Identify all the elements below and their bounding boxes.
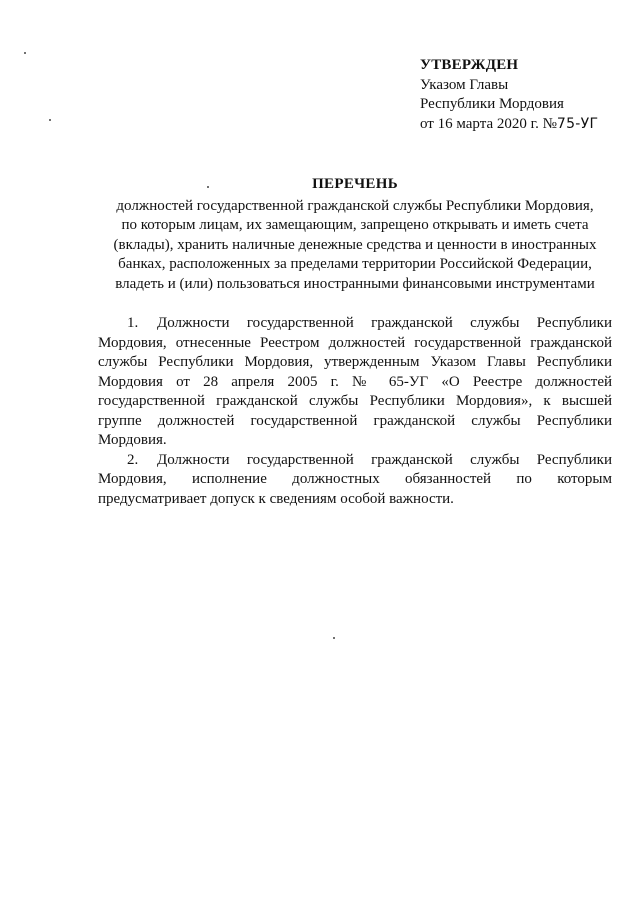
approval-line-2: Республики Мордовия xyxy=(420,96,564,112)
list-item-text: Должности государственной гражданской службы Республики Мордовия, исполнение должностных обязанностей по которым предусматривает допуск к сведениям особой важности. xyxy=(98,451,612,507)
scan-speck xyxy=(333,637,335,639)
list-subtitle-line: банках, расположенных за пределами территории Российской Федерации, xyxy=(118,256,592,272)
approval-line-1: Указом Главы xyxy=(420,76,509,93)
list-subtitle-line: владеть и (или) пользоваться иностранными финансовыми инструментами xyxy=(115,275,595,292)
scan-speck xyxy=(207,186,209,188)
approval-title: УТВЕРЖДЕН xyxy=(420,57,519,73)
list-item-paragraph xyxy=(98,314,612,451)
list-subtitle-line: (вклады), хранить наличные денежные средства и ценности в иностранных xyxy=(113,236,597,253)
approval-stamp xyxy=(420,56,630,134)
list-item-paragraph xyxy=(98,451,612,510)
list-subtitle-line: должностей государственной гражданской службы Республики Мордовия, xyxy=(116,197,594,214)
list-item-text: Должности государственной гражданской службы Республики Мордовия, отнесенные Реестром должностей государственной гражданской службы Республики Мордовия, утвержденным Указом Главы Республики Мордовия от 28 апреля 2005 г. № 65-УГ «О Реестре должностей государственной гражданской службы Республики Мордовия», к высшей группе должностей государственной гражданской службы Республики Мордовия. xyxy=(98,315,612,448)
decree-number: 75-УГ xyxy=(556,115,599,132)
scan-speck xyxy=(49,119,51,121)
list-item-number: 2. xyxy=(127,451,139,468)
approval-date: от 16 марта 2020 г. № xyxy=(420,115,557,132)
list-subtitle-line: по которым лицам, их замещающим, запрещено открывать и иметь счета xyxy=(121,217,589,233)
scan-speck xyxy=(24,52,26,54)
list-item-number: 1. xyxy=(127,315,139,331)
list-item-1 xyxy=(98,314,612,451)
list-title: ПЕРЕЧЕНЬ xyxy=(312,176,398,192)
items-list xyxy=(98,314,612,509)
list-heading xyxy=(100,175,610,294)
list-item-2 xyxy=(98,451,612,510)
approval-date-line xyxy=(420,115,630,135)
